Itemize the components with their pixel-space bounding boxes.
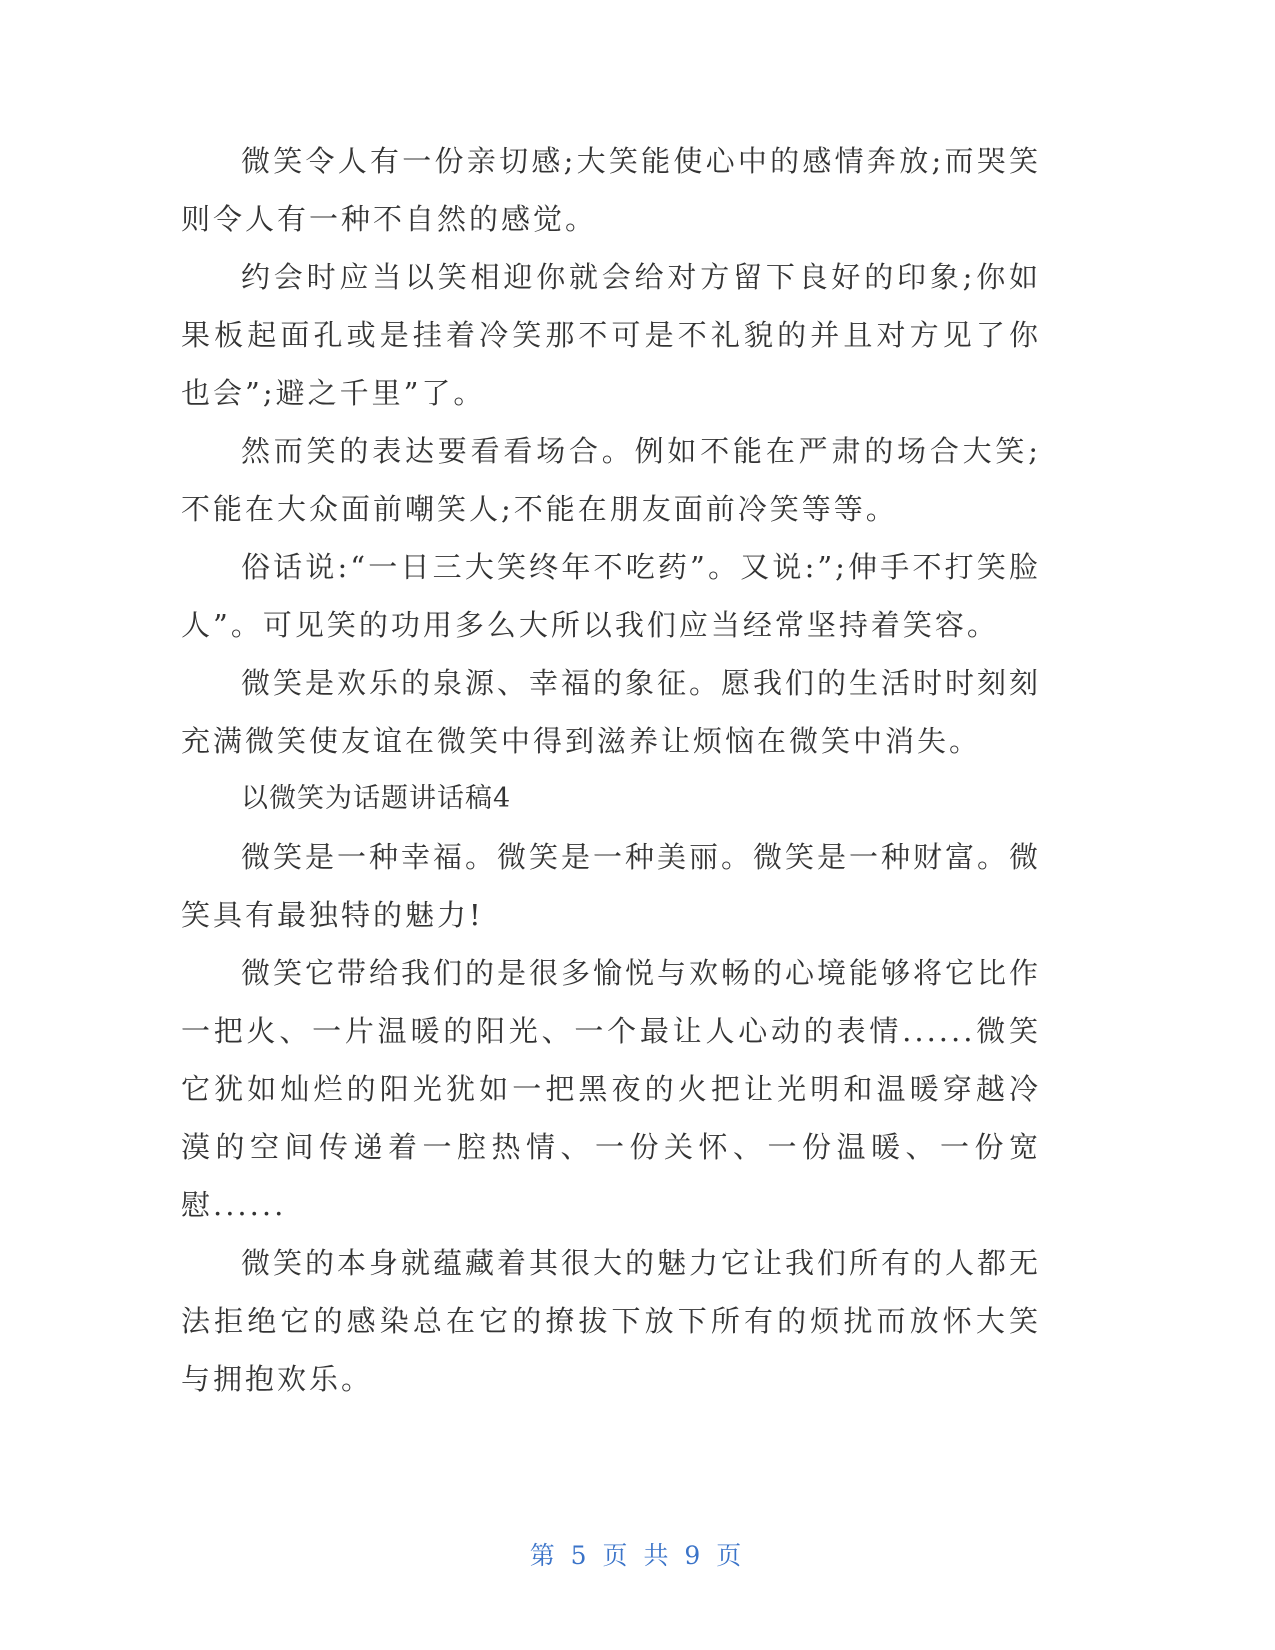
page-number-label: 第 5 页 共 9 页	[529, 1541, 746, 1570]
document-body	[181, 132, 1041, 1408]
section-heading: 以微笑为话题讲话稿4	[241, 783, 512, 814]
paragraph: 微笑令人有一份亲切感;大笑能使心中的感情奔放;而哭笑则令人有一种不自然的感觉。	[181, 144, 1041, 236]
paragraph: 然而笑的表达要看看场合。例如不能在严肃的场合大笑;不能在大众面前嘲笑人;不能在朋友面前冷笑等等。	[181, 434, 1041, 526]
paragraph: 微笑是一种幸福。微笑是一种美丽。微笑是一种财富。微笑具有最独特的魅力!	[181, 840, 1042, 932]
paragraph: 约会时应当以笑相迎你就会给对方留下良好的印象;你如果板起面孔或是挂着冷笑那不可是不礼貌的并且对方见了你也会”;避之千里”了。	[181, 260, 1041, 410]
paragraph: 微笑的本身就蕴藏着其很大的魅力它让我们所有的人都无法拒绝它的感染总在它的撩拔下放下所有的烦扰而放怀大笑与拥抱欢乐。	[181, 1246, 1042, 1396]
paragraph: 俗话说:“一日三大笑终年不吃药”。又说:”;伸手不打笑脸人”。可见笑的功用多么大所以我们应当经常坚持着笑容。	[181, 550, 1041, 642]
paragraph: 微笑它带给我们的是很多愉悦与欢畅的心境能够将它比作一把火、一片温暖的阳光、一个最让人心动的表情......微笑它犹如灿烂的阳光犹如一把黑夜的火把让光明和温暖穿越冷漠的空间传递着一腔热情、一份关怀、一份温暖、一份宽慰......	[181, 956, 1042, 1222]
paragraph: 微笑是欢乐的泉源、幸福的象征。愿我们的生活时时刻刻充满微笑使友谊在微笑中得到滋养让烦恼在微笑中消失。	[181, 666, 1042, 758]
page-footer	[0, 1536, 1275, 1572]
